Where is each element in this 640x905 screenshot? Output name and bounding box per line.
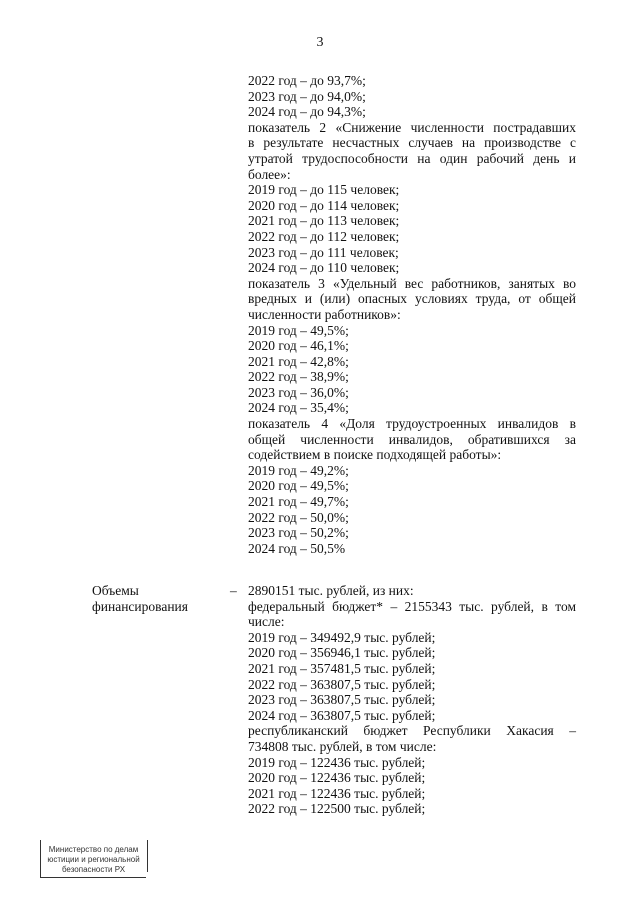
text-line: 2021 год – 42,8%; (248, 353, 349, 369)
text-line: 2022 год – 50,0%; (248, 509, 349, 525)
text-line: федеральный бюджет* – 2155343 тыс. рублей, в том (248, 598, 576, 614)
text-line: численности работников»: (248, 306, 401, 322)
text-line: показатель 4 «Доля трудоустроенных инвалидов в (248, 416, 576, 432)
text-line: вредных и (или) опасных условиях труда, от общей (248, 291, 576, 307)
text-line: 2023 год – 36,0%; (248, 384, 349, 400)
text-line: 2020 год – 356946,1 тыс. рублей; (248, 645, 436, 661)
text-line: 2020 год – 122436 тыс. рублей; (248, 770, 426, 786)
text-line: 2019 год – до 115 человек; (248, 182, 400, 198)
text-line: 2019 год – 49,5%; (248, 322, 349, 338)
text-line: 2022 год – до 112 человек; (248, 228, 400, 244)
text-line: 2024 год – 50,5% (248, 540, 346, 556)
financing-label (92, 583, 188, 614)
text-line: содействием в поиске подходящей работы»: (248, 447, 502, 463)
stamp-line1: Министерство по делам (48, 845, 139, 854)
text-line: более»: (248, 166, 291, 182)
text-line: 2023 год – 363807,5 тыс. рублей; (248, 692, 436, 708)
text-line: числе: (248, 614, 285, 630)
text-line: 2024 год – 363807,5 тыс. рублей; (248, 707, 436, 723)
page-number: 3 (316, 35, 324, 50)
text-line: 2021 год – до 113 человек; (248, 213, 400, 229)
text-line: 2022 год – 38,9%; (248, 369, 349, 385)
text-line: 2021 год – 49,7%; (248, 494, 349, 510)
text-line: республиканский бюджет Республики Хакасия – (248, 723, 576, 739)
text-line: показатель 2 «Снижение численности пострадавших (248, 119, 576, 135)
text-line: 2020 год – 46,1%; (248, 338, 349, 354)
text-line: утратой трудоспособности на один рабочий день и (248, 150, 576, 166)
text-line: 2019 год – 122436 тыс. рублей; (248, 754, 426, 770)
text-line: 734808 тыс. рублей, в том числе: (248, 738, 437, 754)
registration-stamp (40, 840, 146, 878)
financing-dash: – (230, 583, 237, 598)
text-line: 2890151 тыс. рублей, из них: (248, 583, 414, 598)
text-line: 2023 год – до 111 человек; (248, 244, 399, 260)
text-line: 2021 год – 357481,5 тыс. рублей; (248, 660, 436, 676)
text-line: 2020 год – 49,5%; (248, 478, 349, 494)
financing-block (248, 583, 576, 817)
indicators-block (248, 73, 576, 556)
financing-label-line1: Объемы (92, 583, 139, 598)
text-line: показатель 3 «Удельный вес работников, занятых во (248, 275, 576, 291)
text-line: общей численности инвалидов, обратившихся за (248, 431, 576, 447)
text-line: 2020 год – до 114 человек; (248, 197, 400, 213)
text-line: 2022 год – 363807,5 тыс. рублей; (248, 676, 436, 692)
text-line: 2023 год – 50,2%; (248, 525, 349, 541)
text-line: 2023 год – до 94,0%; (248, 88, 366, 104)
financing-label-line2: финансирования (92, 598, 188, 614)
text-line: 2024 год – до 110 человек; (248, 260, 400, 276)
stamp-line3: безопасности РХ (61, 865, 126, 874)
text-line: 2024 год – 35,4%; (248, 400, 349, 416)
text-line: 2022 год – 122500 тыс. рублей; (248, 801, 426, 817)
text-line: в результате несчастных случаев на производстве с (248, 135, 576, 151)
stamp-line2: юстиции и региональной (47, 855, 140, 864)
text-line: 2021 год – 122436 тыс. рублей; (248, 785, 426, 801)
text-line: 2019 год – 349492,9 тыс. рублей; (248, 629, 436, 645)
text-line: 2019 год – 49,2%; (248, 462, 349, 478)
text-line: 2024 год – до 94,3%; (248, 104, 366, 120)
text-line: 2022 год – до 93,7%; (248, 73, 366, 88)
